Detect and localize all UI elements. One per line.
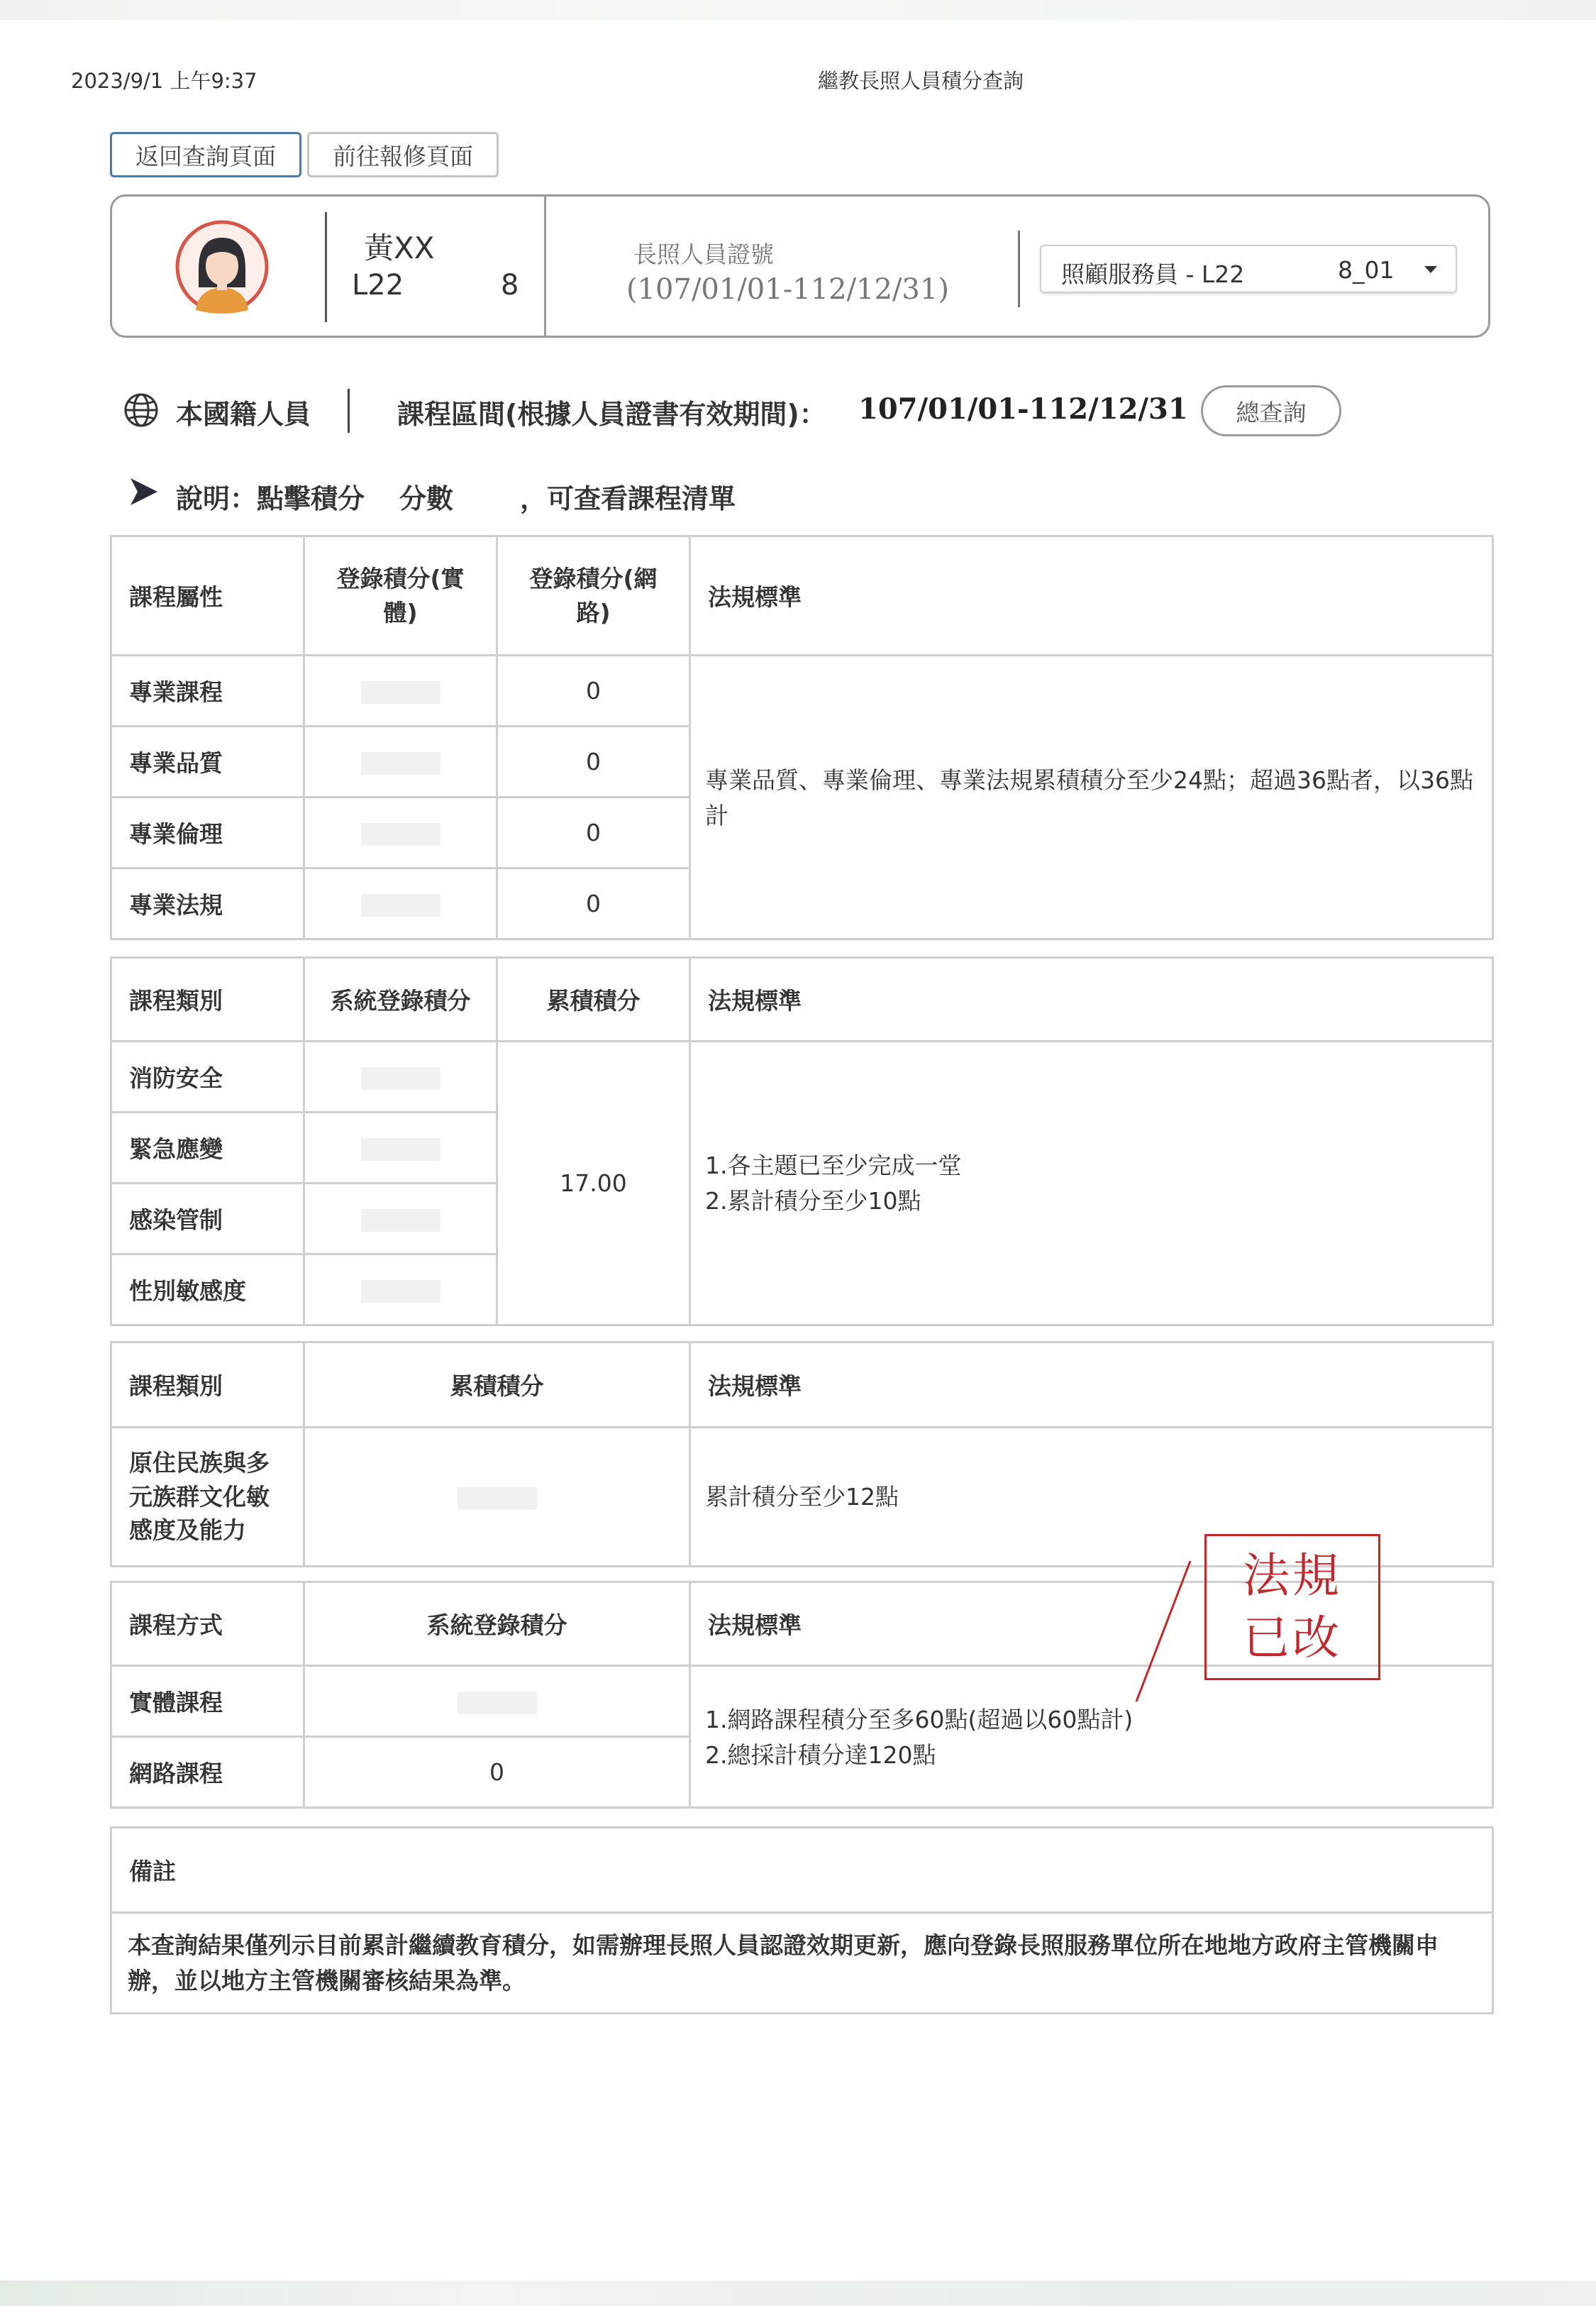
course-attribute-table xyxy=(110,535,1494,940)
note-prefix: 說明：點擊積分 xyxy=(176,483,365,514)
print-datetime: 2023/9/1 上午9:37 xyxy=(71,69,257,93)
profile-divider xyxy=(1018,231,1020,307)
points-cell[interactable]: 0 xyxy=(304,1737,690,1808)
send-arrow-icon xyxy=(128,475,160,508)
globe-icon xyxy=(123,392,160,429)
masked-value xyxy=(458,1487,537,1510)
remarks-text: 本查詢結果僅列示目前累計繼續教育積分，如需辦理長照人員認證效期更新，應向登錄長照服務單位所在地地方政府主管機關申辦，並以地方主管機關審核結果為準。 xyxy=(111,1913,1493,2014)
points-online-cell[interactable]: 0 xyxy=(497,798,690,868)
bottom-band xyxy=(0,2280,1596,2306)
profile-divider xyxy=(325,212,327,322)
masked-value xyxy=(361,1280,440,1303)
profile-card xyxy=(110,194,1490,338)
regulation-changed-stamp xyxy=(1204,1534,1380,1680)
row-label: 專業倫理 xyxy=(111,798,304,868)
masked-value xyxy=(361,1138,440,1161)
cert-number-label: 長照人員證號 xyxy=(633,241,774,268)
accumulated-points-cell[interactable]: 17.00 xyxy=(497,1042,690,1325)
stamp-line: 已改 xyxy=(1243,1611,1342,1665)
points-cell[interactable] xyxy=(304,1666,690,1737)
masked-value xyxy=(361,681,440,704)
row-label: 緊急應變 xyxy=(111,1113,304,1184)
remarks-title: 備註 xyxy=(111,1828,1493,1913)
table-header: 登錄積分(實體) xyxy=(304,536,497,656)
table-header: 累積積分 xyxy=(304,1342,690,1428)
go-to-repair-button[interactable]: 前往報修頁面 xyxy=(307,132,499,177)
points-physical-cell[interactable] xyxy=(304,656,497,727)
masked-value xyxy=(361,752,440,775)
summary-divider xyxy=(348,389,350,433)
row-label: 專業法規 xyxy=(111,868,304,939)
table-header: 法規標準 xyxy=(690,958,1493,1042)
row-label: 網路課程 xyxy=(111,1737,304,1808)
points-online-cell[interactable]: 0 xyxy=(497,868,690,939)
row-label: 原住民族與多元族群文化敏感度及能力 xyxy=(111,1428,304,1567)
course-period-label: 課程區間(根據人員證書有效期間)： xyxy=(397,399,826,430)
row-label: 感染管制 xyxy=(111,1184,304,1254)
certificate-select-value: 照顧服務員 - L22 xyxy=(1061,260,1245,288)
person-name: 黃XX xyxy=(364,231,435,265)
back-to-query-button[interactable]: 返回查詢頁面 xyxy=(110,132,301,177)
note-suffix: ，可查看課程清單 xyxy=(520,483,736,514)
points-physical-cell[interactable] xyxy=(304,868,497,939)
query-all-button[interactable]: 總查詢 xyxy=(1201,385,1341,436)
table-header: 課程方式 xyxy=(111,1582,304,1666)
certificate-select-value-suffix: 8_01 xyxy=(1338,256,1395,284)
cert-period: (107/01/01-112/12/31) xyxy=(626,273,949,306)
table-header: 登錄積分(網路) xyxy=(497,536,690,656)
row-label: 專業品質 xyxy=(111,727,304,798)
points-cell[interactable] xyxy=(304,1113,497,1184)
row-label: 性別敏感度 xyxy=(111,1254,304,1325)
standard-cell: 專業品質、專業倫理、專業法規累積積分至少24點；超過36點者，以36點計 xyxy=(690,656,1493,939)
points-online-cell[interactable]: 0 xyxy=(497,727,690,798)
table-header: 累積積分 xyxy=(497,958,690,1042)
nationality-label: 本國籍人員 xyxy=(176,399,311,430)
standard-line: 1.網路課程積分至多60點(超過以60點計) xyxy=(705,1706,1134,1733)
certificate-select[interactable] xyxy=(1040,245,1457,293)
table-header: 系統登錄積分 xyxy=(304,1582,690,1666)
points-cell[interactable] xyxy=(304,1254,497,1325)
masked-value xyxy=(361,823,440,846)
person-id-suffix: 8 xyxy=(501,269,519,302)
masked-value xyxy=(361,1067,440,1090)
standard-line: 2.總採計積分達120點 xyxy=(705,1740,936,1769)
note-middle: 分數 xyxy=(399,483,454,514)
masked-value xyxy=(458,1692,537,1714)
table-header: 系統登錄積分 xyxy=(304,958,497,1042)
row-label: 實體課程 xyxy=(111,1666,304,1737)
points-cell[interactable] xyxy=(304,1042,497,1113)
masked-value xyxy=(361,1209,440,1232)
points-cell[interactable] xyxy=(304,1184,497,1254)
standard-cell: 累計積分至少12點 xyxy=(690,1428,1493,1567)
row-label: 專業課程 xyxy=(111,656,304,727)
stamp-line: 法規 xyxy=(1243,1548,1342,1603)
page-header-title: 繼教長照人員積分查詢 xyxy=(818,69,1024,93)
masked-value xyxy=(361,894,440,917)
points-physical-cell[interactable] xyxy=(304,727,497,798)
standard-line: 2.累計積分至少10點 xyxy=(705,1186,921,1215)
table-header: 法規標準 xyxy=(690,1582,1493,1666)
standard-line: 1.各主題已至少完成一堂 xyxy=(705,1152,962,1179)
table-header: 課程類別 xyxy=(111,958,304,1042)
profile-divider xyxy=(544,197,546,336)
top-band xyxy=(0,0,1596,20)
row-label: 消防安全 xyxy=(111,1042,304,1113)
avatar xyxy=(174,219,270,314)
table-header: 法規標準 xyxy=(690,536,1493,656)
chevron-down-icon xyxy=(1424,266,1437,273)
table-header: 法規標準 xyxy=(690,1342,1493,1428)
accumulated-points-cell[interactable] xyxy=(304,1428,690,1567)
standard-cell xyxy=(690,1042,1493,1325)
table-header: 課程屬性 xyxy=(111,536,304,656)
remarks-table xyxy=(110,1826,1494,2014)
table-header: 課程類別 xyxy=(111,1342,304,1428)
points-online-cell[interactable]: 0 xyxy=(497,656,690,727)
standard-cell xyxy=(690,1666,1493,1808)
points-physical-cell[interactable] xyxy=(304,798,497,868)
course-period-value: 107/01/01-112/12/31 xyxy=(858,392,1188,426)
person-id-prefix: L22 xyxy=(352,269,404,302)
course-category-table xyxy=(110,956,1494,1326)
